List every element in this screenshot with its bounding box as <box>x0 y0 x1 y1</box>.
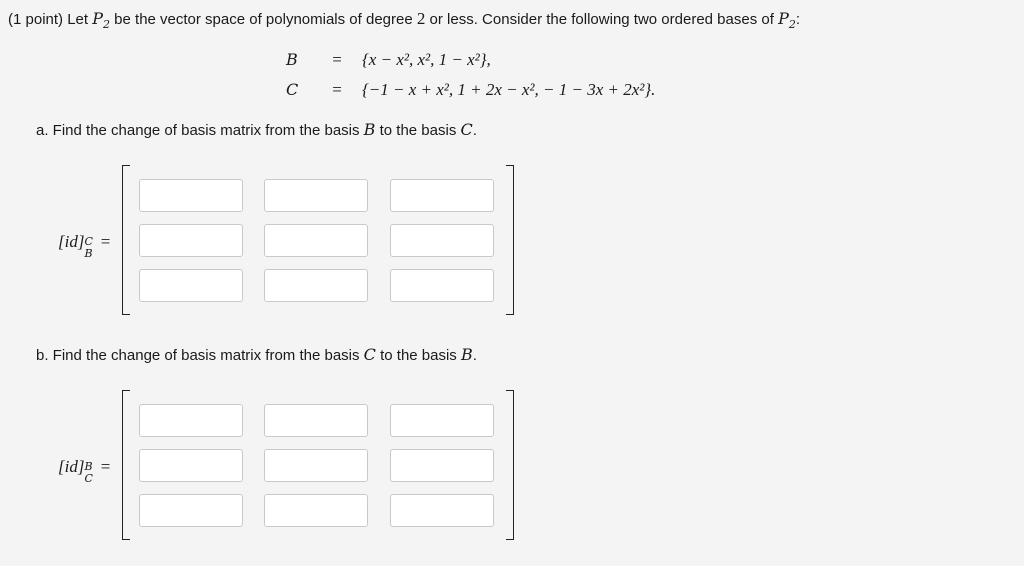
part-b-left-bracket <box>122 390 130 540</box>
part-a-right-bracket <box>506 165 514 315</box>
part-a-entry-r2c2[interactable] <box>264 224 368 257</box>
part-a-left-bracket <box>122 165 130 315</box>
basis-b-set: {x − x², x², 1 − x²}, <box>362 50 491 69</box>
part-b-entry-r2c3[interactable] <box>390 449 494 482</box>
basis-b-eq: = <box>332 50 342 69</box>
problem-statement: (1 point) Let $P_2$ be the vector space of polynomials of degree 2 or less. Consider the following two ordered bases of $P_2$: <box>8 9 800 32</box>
part-b-right-bracket <box>506 390 514 540</box>
part-b-entry-r1c1[interactable] <box>139 404 243 437</box>
part-b-from: C <box>363 345 376 364</box>
basis-c-eq: = <box>332 80 342 99</box>
space-symbol: $P_2$ <box>92 9 110 32</box>
part-b-entry-r1c3[interactable] <box>390 404 494 437</box>
basis-c-name: C <box>286 80 299 99</box>
part-b-entry-r3c3[interactable] <box>390 494 494 527</box>
part-b-question: b. Find the change of basis matrix from the basis C to the basis B. <box>36 345 477 364</box>
points-label: (1 point) <box>8 11 64 28</box>
part-b-entry-r3c1[interactable] <box>139 494 243 527</box>
basis-c-set: {−1 − x + x², 1 + 2x − x², − 1 − 3x + 2x²}. <box>362 80 656 99</box>
part-b-matrix-label: [id] B C = <box>58 457 111 485</box>
part-a-entry-r3c3[interactable] <box>390 269 494 302</box>
basis-b-definition <box>286 50 491 70</box>
space-symbol-2: $P_2$ <box>778 9 796 32</box>
part-b-to: B <box>460 345 473 364</box>
intro-text-3: or less. Consider the following two ordered bases of <box>429 11 774 28</box>
part-a-entry-r2c1[interactable] <box>139 224 243 257</box>
part-a-entry-r3c2[interactable] <box>264 269 368 302</box>
part-a-entry-r2c3[interactable] <box>390 224 494 257</box>
part-b-entry-r2c2[interactable] <box>264 449 368 482</box>
part-b-entry-r3c2[interactable] <box>264 494 368 527</box>
part-b-entry-r1c2[interactable] <box>264 404 368 437</box>
basis-b-name: B <box>286 50 298 69</box>
part-a-matrix-label: [id] C B = <box>58 232 111 260</box>
part-a-entry-r1c1[interactable] <box>139 179 243 212</box>
part-b-entry-r2c1[interactable] <box>139 449 243 482</box>
degree-value: 2 <box>416 9 426 28</box>
part-a-to: C <box>460 120 473 139</box>
intro-text-1: Let <box>67 11 89 28</box>
part-a-from: B <box>363 120 376 139</box>
basis-c-definition <box>286 80 655 100</box>
part-a-entry-r1c2[interactable] <box>264 179 368 212</box>
intro-text-2: be the vector space of polynomials of degree <box>114 11 413 28</box>
part-a-entry-r3c1[interactable] <box>139 269 243 302</box>
part-a-question: a. Find the change of basis matrix from the basis B to the basis C. <box>36 120 477 139</box>
part-a-entry-r1c3[interactable] <box>390 179 494 212</box>
